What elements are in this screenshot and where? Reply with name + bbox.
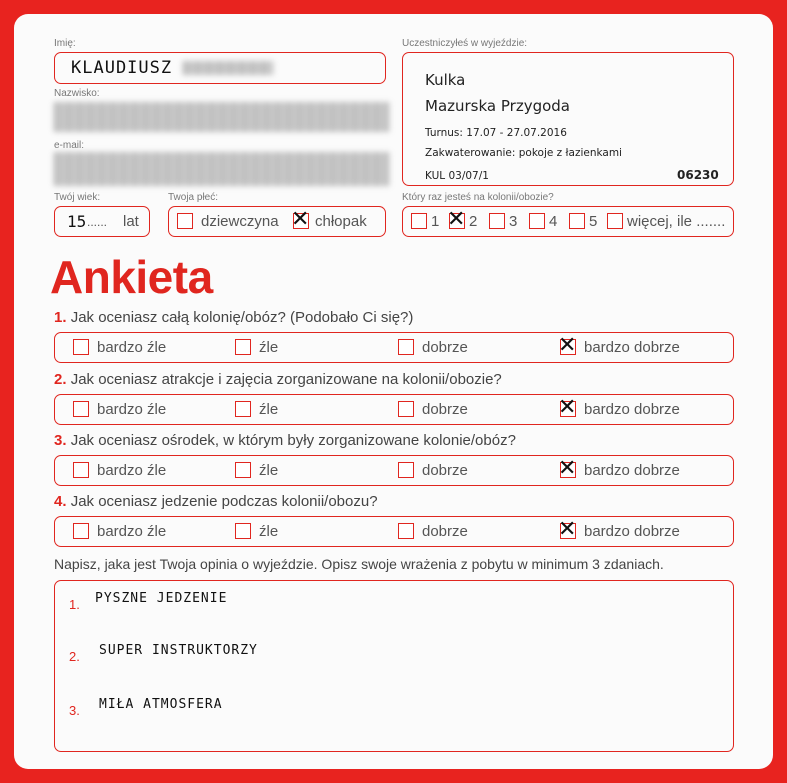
q1-good-label: dobrze	[422, 339, 468, 356]
q3-very-good-checkbox[interactable]	[558, 456, 577, 481]
opinion-prompt: Napisz, jaka jest Twoja opinia o wyjeździe. Opisz swoje wrażenia z pobytu w minimum 3 zdaniach.	[54, 556, 664, 572]
q4-very-good-checkbox[interactable]	[558, 517, 577, 542]
age-value: 15	[67, 212, 87, 231]
email-label: e-mail:	[54, 140, 85, 151]
first-name-label: Imię:	[54, 38, 76, 49]
times-field	[402, 206, 734, 237]
q4-very-bad-checkbox[interactable]	[73, 523, 89, 539]
trip-line1: Kulka	[425, 71, 466, 89]
check-mark-icon: ✕	[558, 395, 577, 420]
times-more-label: więcej, ile .......	[627, 213, 726, 230]
question-4-number: 4.	[54, 493, 67, 510]
question-1	[54, 309, 413, 326]
gender-boy-checkbox[interactable]	[291, 207, 310, 232]
q4-very-good-label: bardzo dobrze	[584, 523, 680, 540]
question-4-text: Jak oceniasz jedzenie podczas kolonii/obozu?	[70, 493, 378, 510]
q2-good-label: dobrze	[422, 401, 468, 418]
q1-very-good-checkbox[interactable]	[558, 333, 577, 358]
opinion-item-1-text: PYSZNE JEDZENIE	[95, 591, 228, 606]
first-name-field[interactable]	[54, 52, 386, 84]
q3-bad-checkbox[interactable]	[235, 462, 251, 478]
gender-field	[168, 206, 386, 237]
times-label: Który raz jesteś na kolonii/obozie?	[402, 192, 554, 203]
trip-number: 06230	[677, 168, 719, 182]
age-dots: ......	[87, 215, 108, 229]
gender-girl-checkbox[interactable]	[177, 213, 193, 229]
question-3	[54, 432, 516, 449]
q2-good-checkbox[interactable]	[398, 401, 414, 417]
survey-sheet	[14, 14, 773, 769]
q2-bad-label: źle	[259, 401, 279, 418]
q3-good-label: dobrze	[422, 462, 468, 479]
times-3-label: 3	[509, 213, 518, 230]
q4-bad-label: źle	[259, 523, 279, 540]
q3-bad-label: źle	[259, 462, 279, 479]
last-name-redacted	[54, 102, 390, 132]
q2-very-bad-checkbox[interactable]	[73, 401, 89, 417]
page-title: Ankieta	[50, 251, 213, 303]
trip-line2: Mazurska Przygoda	[425, 97, 570, 115]
times-2-label: 2	[469, 213, 478, 230]
q4-very-bad-label: bardzo źle	[97, 523, 167, 540]
question-2-number: 2.	[54, 371, 67, 388]
q3-good-checkbox[interactable]	[398, 462, 414, 478]
opinion-box[interactable]	[54, 580, 734, 752]
q3-very-bad-checkbox[interactable]	[73, 462, 89, 478]
age-unit: lat	[123, 213, 139, 230]
q1-very-bad-checkbox[interactable]	[73, 339, 89, 355]
opinion-item-3-number: 3.	[69, 703, 80, 718]
question-3-number: 3.	[54, 432, 67, 449]
opinion-item-2-number: 2.	[69, 649, 80, 664]
answer-row-2	[54, 394, 734, 425]
opinion-item-2-text: SUPER INSTRUKTORZY	[99, 643, 258, 658]
question-2-text: Jak oceniasz atrakcje i zajęcia zorganizowane na kolonii/obozie?	[70, 371, 502, 388]
question-1-text: Jak oceniasz całą kolonię/obóz? (Podobało Ci się?)	[70, 309, 414, 326]
q2-bad-checkbox[interactable]	[235, 401, 251, 417]
question-3-text: Jak oceniasz ośrodek, w którym były zorganizowane kolonie/obóz?	[70, 432, 516, 449]
trip-accommodation: Zakwaterowanie: pokoje z łazienkami	[425, 147, 622, 159]
times-5-label: 5	[589, 213, 598, 230]
check-mark-icon: ✕	[291, 207, 310, 232]
q4-good-label: dobrze	[422, 523, 468, 540]
gender-label: Twoja płeć:	[168, 192, 219, 203]
q3-very-bad-label: bardzo źle	[97, 462, 167, 479]
q4-good-checkbox[interactable]	[398, 523, 414, 539]
check-mark-icon: ✕	[447, 207, 466, 232]
q4-bad-checkbox[interactable]	[235, 523, 251, 539]
times-4-label: 4	[549, 213, 558, 230]
opinion-item-1-number: 1.	[69, 597, 80, 612]
q1-bad-checkbox[interactable]	[235, 339, 251, 355]
answer-row-4	[54, 516, 734, 547]
question-4	[54, 493, 378, 510]
trip-label: Uczestniczyłeś w wyjeździe:	[402, 38, 528, 49]
surname-scribble	[183, 61, 273, 75]
age-label: Twój wiek:	[54, 192, 101, 203]
answer-row-3	[54, 455, 734, 486]
last-name-label: Nazwisko:	[54, 88, 100, 99]
trip-box	[402, 52, 734, 186]
times-3-checkbox[interactable]	[489, 213, 505, 229]
gender-boy-label: chłopak	[315, 213, 367, 230]
q1-very-good-label: bardzo dobrze	[584, 339, 680, 356]
times-2-checkbox[interactable]	[447, 207, 466, 232]
q2-very-bad-label: bardzo źle	[97, 401, 167, 418]
check-mark-icon: ✕	[558, 456, 577, 481]
times-1-label: 1	[431, 213, 440, 230]
first-name-value: KLAUDIUSZ	[71, 58, 173, 78]
check-mark-icon: ✕	[558, 517, 577, 542]
times-more-checkbox[interactable]	[607, 213, 623, 229]
trip-turnus: Turnus: 17.07 - 27.07.2016	[425, 127, 567, 139]
question-1-number: 1.	[54, 309, 67, 326]
question-2	[54, 371, 502, 388]
check-mark-icon: ✕	[558, 333, 577, 358]
q2-very-good-label: bardzo dobrze	[584, 401, 680, 418]
times-1-checkbox[interactable]	[411, 213, 427, 229]
times-5-checkbox[interactable]	[569, 213, 585, 229]
age-field[interactable]	[54, 206, 150, 237]
opinion-item-3-text: MIŁA ATMOSFERA	[99, 697, 223, 712]
q1-bad-label: źle	[259, 339, 279, 356]
times-4-checkbox[interactable]	[529, 213, 545, 229]
q2-very-good-checkbox[interactable]	[558, 395, 577, 420]
email-redacted	[54, 152, 390, 186]
q1-very-bad-label: bardzo źle	[97, 339, 167, 356]
q3-very-good-label: bardzo dobrze	[584, 462, 680, 479]
q1-good-checkbox[interactable]	[398, 339, 414, 355]
gender-girl-label: dziewczyna	[201, 213, 279, 230]
answer-row-1	[54, 332, 734, 363]
trip-code: KUL 03/07/1	[425, 170, 489, 182]
